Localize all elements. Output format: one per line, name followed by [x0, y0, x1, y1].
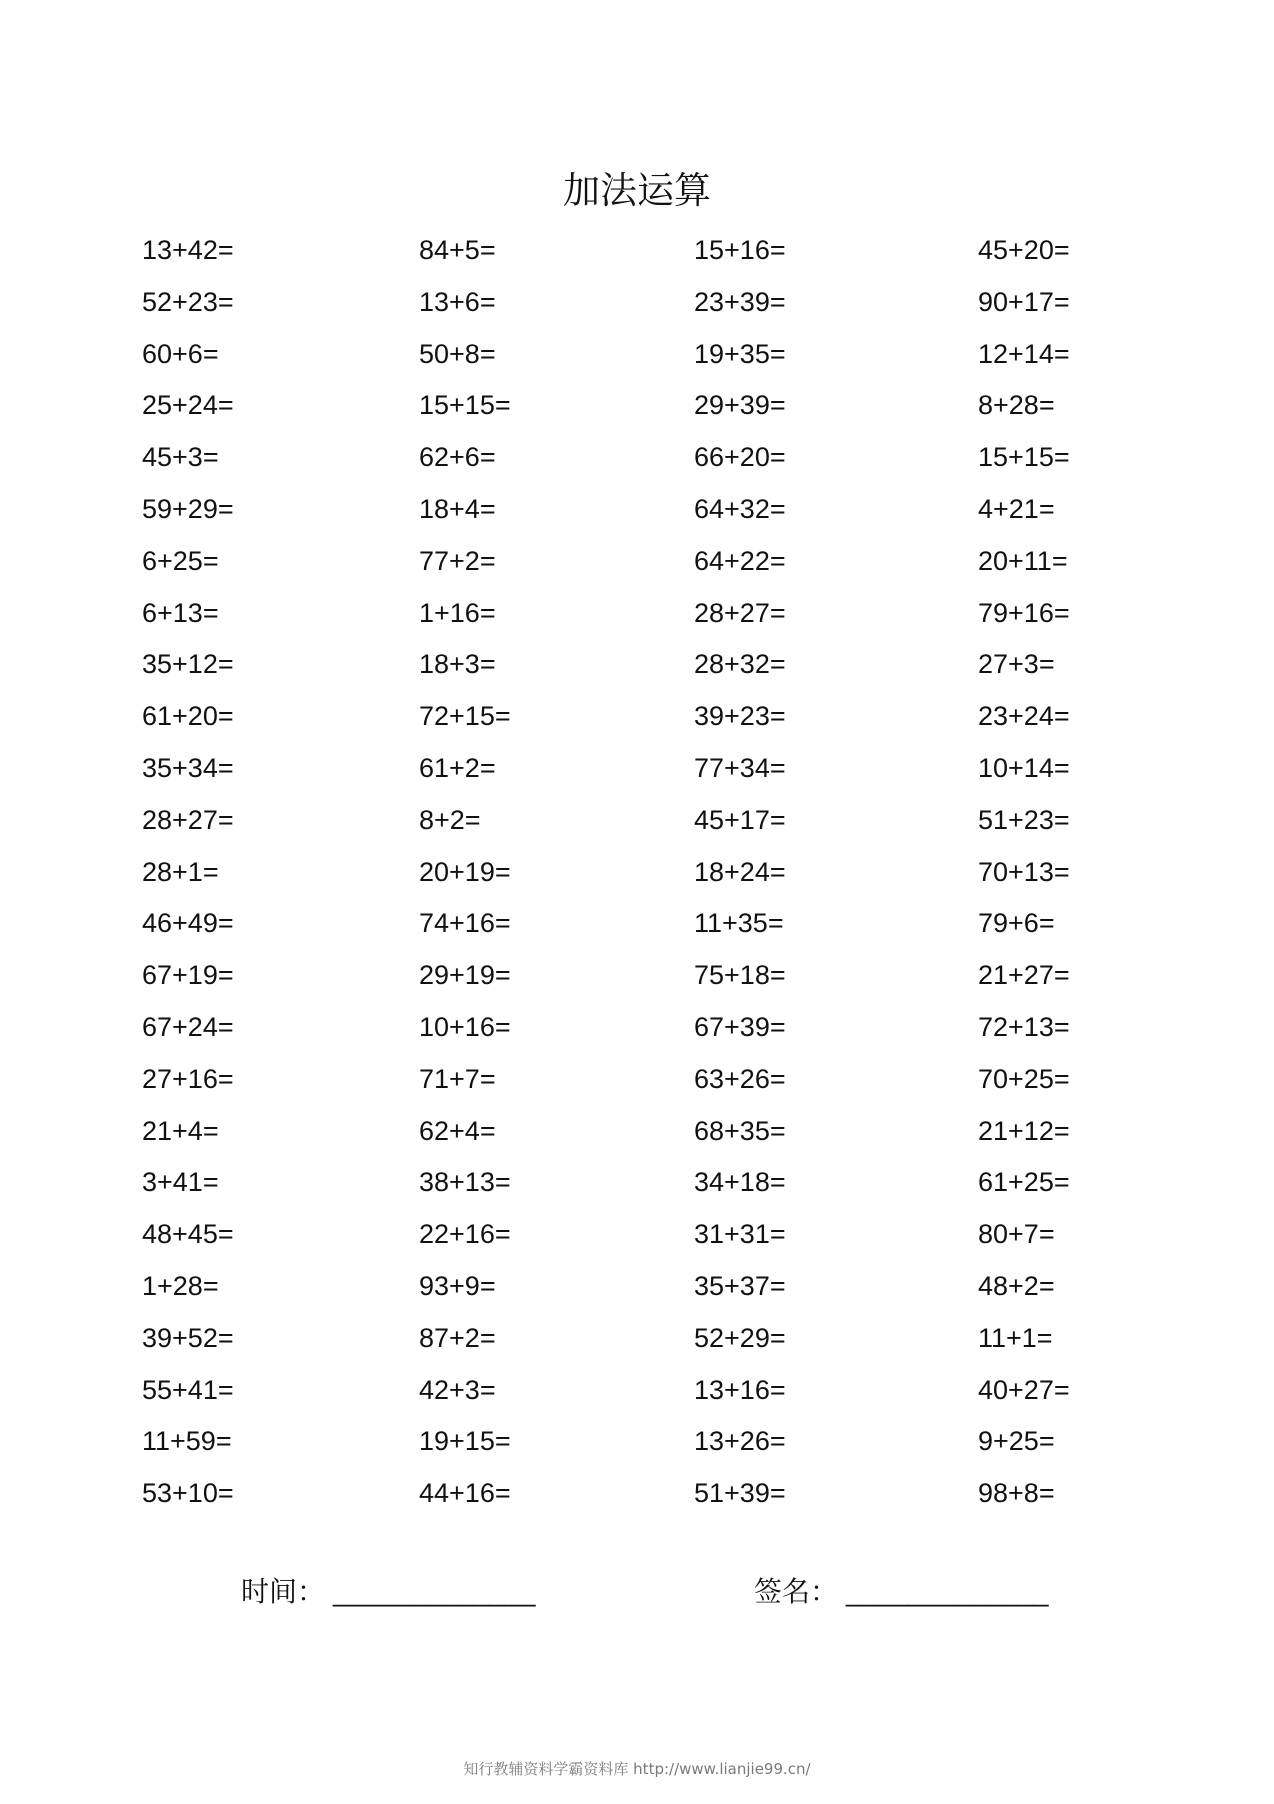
problem-cell: 11+59=: [142, 1426, 232, 1457]
problem-cell: 21+27=: [978, 960, 1070, 991]
problem-cell: 51+39=: [694, 1478, 786, 1509]
problem-row: [142, 847, 1142, 899]
problem-cell: 52+29=: [694, 1322, 786, 1353]
problem-cell: 59+29=: [142, 493, 234, 524]
problem-cell: 71+7=: [419, 1063, 496, 1094]
problem-cell: 45+3=: [142, 442, 219, 473]
worksheet-title: 加法运算: [563, 169, 711, 212]
problem-cell: 4+21=: [978, 493, 1055, 524]
problem-cell: 61+20=: [142, 701, 234, 732]
problem-cell: 35+12=: [142, 649, 234, 680]
problem-cell: 93+9=: [419, 1270, 496, 1301]
problem-cell: 50+8=: [419, 338, 496, 369]
problem-cell: 72+13=: [978, 1011, 1070, 1042]
problem-cell: 70+13=: [978, 856, 1070, 887]
problem-row: [142, 1468, 1142, 1520]
problem-row: [142, 1416, 1142, 1468]
problem-cell: 20+11=: [978, 545, 1068, 576]
problem-row: [142, 536, 1142, 588]
problem-row: [142, 950, 1142, 1002]
problem-cell: 28+27=: [142, 804, 234, 835]
problem-cell: 27+3=: [978, 649, 1055, 680]
problem-cell: 20+19=: [419, 856, 511, 887]
problem-cell: 23+39=: [694, 286, 786, 317]
problem-row: [142, 898, 1142, 950]
problem-cell: 45+17=: [694, 804, 786, 835]
problem-row: [142, 277, 1142, 329]
problem-cell: 21+4=: [142, 1115, 219, 1146]
problem-cell: 44+16=: [419, 1478, 511, 1509]
problem-grid: [142, 225, 1142, 1520]
problem-cell: 48+45=: [142, 1219, 234, 1250]
problem-cell: 1+28=: [142, 1270, 219, 1301]
problem-cell: 8+28=: [978, 390, 1055, 421]
signature-label: 签名：: [754, 1575, 839, 1608]
problem-row: [142, 1313, 1142, 1365]
problem-cell: 6+13=: [142, 597, 219, 628]
problem-cell: 62+4=: [419, 1115, 496, 1146]
problem-cell: 67+39=: [694, 1011, 786, 1042]
problem-cell: 10+16=: [419, 1011, 511, 1042]
problem-cell: 15+16=: [694, 235, 786, 265]
problem-cell: 3+41=: [142, 1167, 219, 1198]
problem-cell: 18+3=: [419, 649, 496, 680]
problem-cell: 13+6=: [419, 286, 496, 317]
problem-cell: 29+19=: [419, 960, 511, 991]
time-field: [241, 1572, 535, 1612]
signature-blank: _____________: [846, 1576, 1049, 1607]
problem-cell: 1+16=: [419, 597, 496, 628]
problem-cell: 13+26=: [694, 1426, 786, 1457]
problem-cell: 22+16=: [419, 1219, 511, 1250]
problem-row: [142, 1002, 1142, 1054]
problem-cell: 19+15=: [419, 1426, 511, 1457]
problem-cell: 61+2=: [419, 752, 496, 783]
problem-cell: 27+16=: [142, 1063, 234, 1094]
problem-cell: 77+34=: [694, 752, 786, 783]
problem-cell: 13+42=: [142, 235, 234, 265]
problem-cell: 66+20=: [694, 442, 786, 473]
problem-cell: 45+20=: [978, 235, 1070, 265]
problem-cell: 23+24=: [978, 701, 1070, 732]
problem-row: [142, 484, 1142, 536]
problem-cell: 15+15=: [978, 442, 1070, 473]
problem-cell: 6+25=: [142, 545, 219, 576]
problem-cell: 79+6=: [978, 908, 1055, 939]
signature-field: [754, 1572, 1048, 1612]
problem-row: [142, 1106, 1142, 1158]
problem-row: [142, 1157, 1142, 1209]
problem-cell: 9+25=: [978, 1426, 1055, 1457]
problem-cell: 18+4=: [419, 493, 496, 524]
problem-cell: 64+22=: [694, 545, 786, 576]
problem-row: [142, 639, 1142, 691]
watermark: 知行教辅资料学霸资料库 http://www.lianjie99.cn/: [463, 1760, 811, 1778]
problem-cell: 25+24=: [142, 390, 234, 421]
problem-cell: 64+32=: [694, 493, 786, 524]
problem-cell: 40+27=: [978, 1374, 1070, 1405]
problem-row: [142, 1261, 1142, 1313]
problem-cell: 31+31=: [694, 1219, 786, 1250]
problem-cell: 15+15=: [419, 390, 511, 421]
problem-cell: 38+13=: [419, 1167, 511, 1198]
problem-cell: 79+16=: [978, 597, 1070, 628]
problem-cell: 67+24=: [142, 1011, 234, 1042]
problem-cell: 72+15=: [419, 701, 511, 732]
problem-row: [142, 1365, 1142, 1417]
problem-row: [142, 691, 1142, 743]
problem-row: [142, 329, 1142, 381]
problem-cell: 35+34=: [142, 752, 234, 783]
problem-cell: 63+26=: [694, 1063, 786, 1094]
problem-cell: 21+12=: [978, 1115, 1070, 1146]
problem-cell: 13+16=: [694, 1374, 786, 1405]
problem-cell: 67+19=: [142, 960, 234, 991]
problem-cell: 46+49=: [142, 908, 234, 939]
problem-cell: 55+41=: [142, 1374, 234, 1405]
problem-cell: 68+35=: [694, 1115, 786, 1146]
problem-cell: 84+5=: [419, 235, 496, 265]
problem-cell: 39+52=: [142, 1322, 234, 1353]
time-blank: _____________: [333, 1576, 536, 1607]
problem-cell: 74+16=: [419, 908, 511, 939]
problem-cell: 61+25=: [978, 1167, 1070, 1198]
problem-cell: 80+7=: [978, 1219, 1055, 1250]
problem-cell: 87+2=: [419, 1322, 496, 1353]
problem-row: [142, 743, 1142, 795]
problem-cell: 11+35=: [694, 908, 784, 939]
problem-cell: 28+32=: [694, 649, 786, 680]
problem-cell: 51+23=: [978, 804, 1070, 835]
problem-cell: 19+35=: [694, 338, 786, 369]
problem-cell: 28+1=: [142, 856, 219, 887]
problem-cell: 42+3=: [419, 1374, 496, 1405]
problem-row: [142, 225, 1142, 277]
problem-cell: 11+1=: [978, 1322, 1053, 1353]
problem-row: [142, 432, 1142, 484]
problem-cell: 28+27=: [694, 597, 786, 628]
problem-cell: 10+14=: [978, 752, 1070, 783]
problem-cell: 18+24=: [694, 856, 786, 887]
problem-cell: 53+10=: [142, 1478, 234, 1509]
problem-row: [142, 1054, 1142, 1106]
time-label: 时间：: [241, 1575, 326, 1608]
problem-cell: 34+18=: [694, 1167, 786, 1198]
problem-row: [142, 795, 1142, 847]
problem-cell: 90+17=: [978, 286, 1070, 317]
problem-cell: 75+18=: [694, 960, 786, 991]
problem-cell: 62+6=: [419, 442, 496, 473]
problem-cell: 70+25=: [978, 1063, 1070, 1094]
problem-row: [142, 588, 1142, 640]
problem-cell: 60+6=: [142, 338, 219, 369]
problem-cell: 12+14=: [978, 338, 1070, 369]
problem-row: [142, 380, 1142, 432]
problem-cell: 29+39=: [694, 390, 786, 421]
problem-cell: 35+37=: [694, 1270, 786, 1301]
problem-cell: 77+2=: [419, 545, 496, 576]
problem-cell: 39+23=: [694, 701, 786, 732]
problem-cell: 48+2=: [978, 1270, 1055, 1301]
problem-row: [142, 1209, 1142, 1261]
problem-cell: 98+8=: [978, 1478, 1055, 1509]
problem-cell: 52+23=: [142, 286, 234, 317]
problem-cell: 8+2=: [419, 804, 481, 835]
